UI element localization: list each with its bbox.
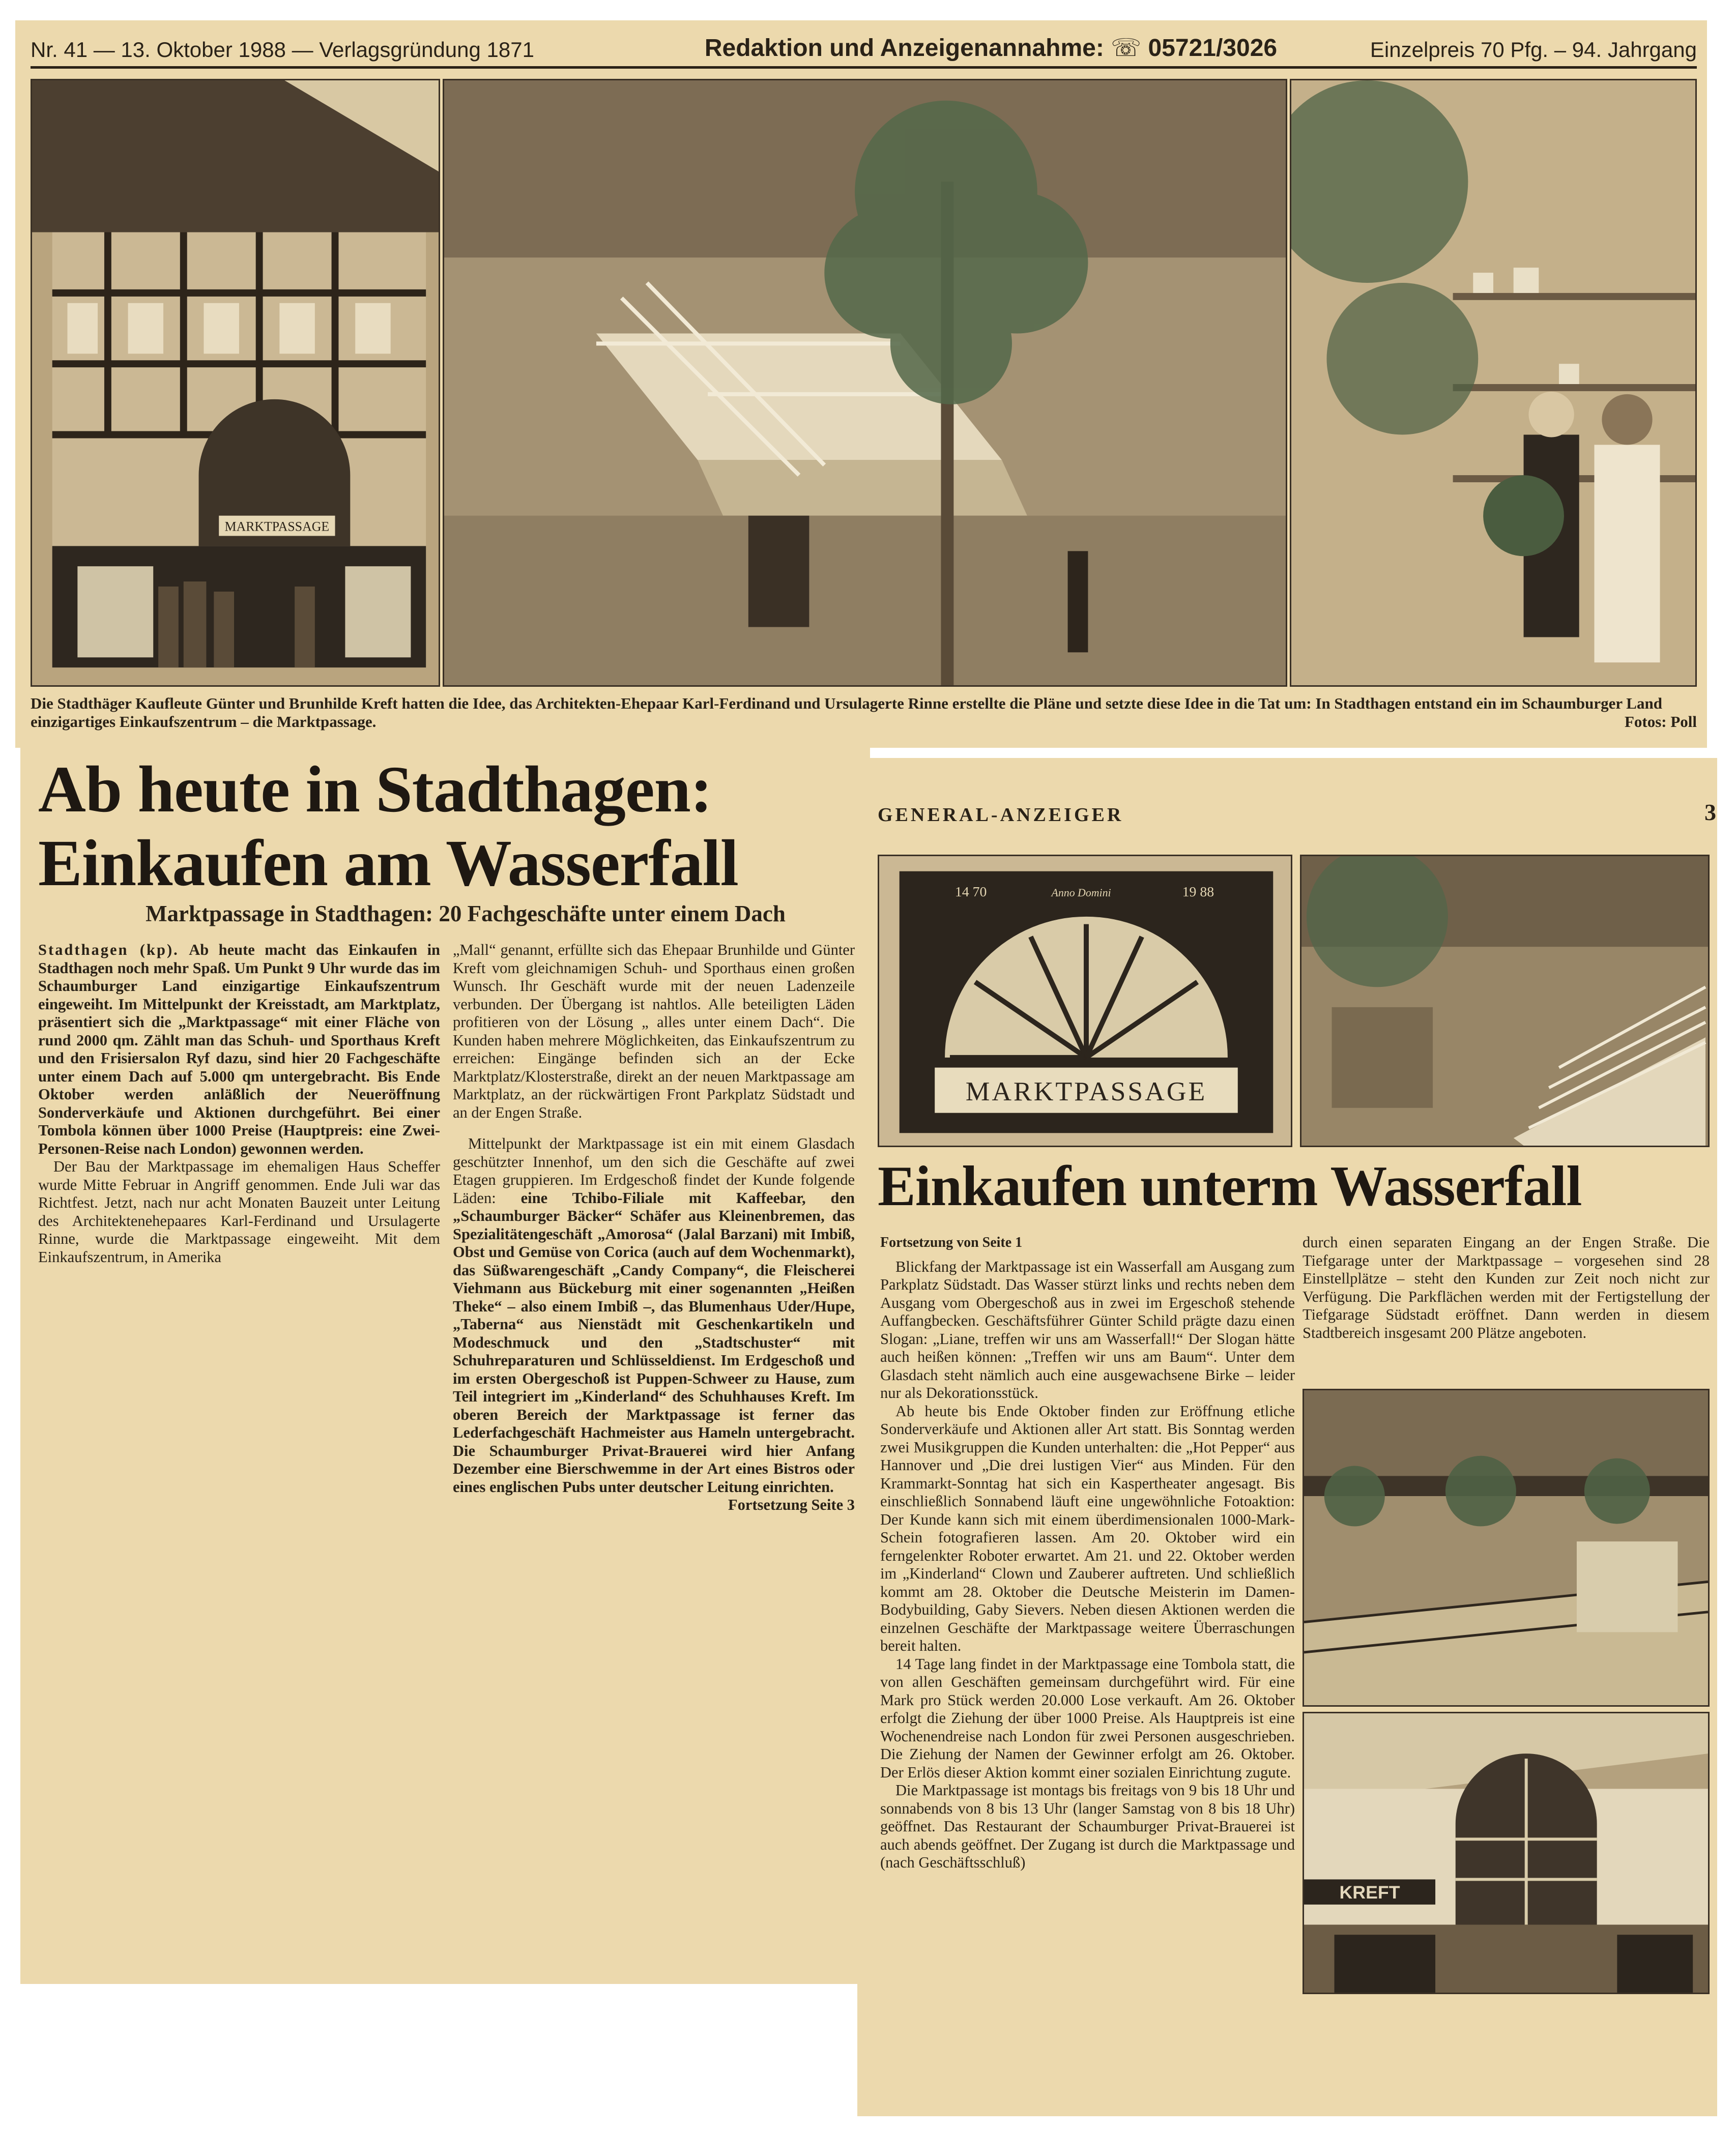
photo-kreft-building: [1303, 1712, 1710, 1994]
continued-from: Fortsetzung von Seite 1: [880, 1235, 1023, 1250]
sign-year-left: 14 70: [954, 884, 987, 900]
sign-anno: Anno Domini: [1051, 887, 1111, 899]
article2-column-1: [880, 1234, 1295, 1872]
photo-caption: [31, 694, 1697, 731]
photo-stairs: [1300, 855, 1710, 1147]
photo-credit: Fotos: Poll: [1624, 713, 1697, 731]
article2-paragraph: Blickfang der Marktpassage ist ein Wasserfall am Ausgang zum Parkplatz Südstadt. Das Wasser stürzt links und rechts neben dem Ausgang vom Obergeschoß aus in zwei im Ergeschoß stehende Auffangbecken. Geschäftsführer Günter Schild prägte dazu einen Slogan: „Liane, treffen wir uns am Wasserfall!“ Der Slogan hätte auch heißen können: „Treffen wir uns am Baum“. Unter dem Glasdach steht nämlich auch eine ausgewachsene Birke – leider nur als Dekorationsstück.: [880, 1258, 1295, 1401]
photo-sign: [878, 855, 1292, 1147]
article-shop-list: eine Tchibo-Filiale mit Kaffeebar, den „Schaumburger Bäcker“ Schäfer aus Kleinenbremen, das Spezialitätengeschäft „Amorosa“ (Jalal Barzani) mit Imbiß, Obst und Gemüse von Corica (auch auf dem Wochenmarkt), das Süßwarengeschäft „Candy Company“, die Fleischerei Viehmann aus Bückeburg mit einer sogenannten „Heißen Theke“ – also einem Imbiß –, das Blumenhaus Uder/Hupe, „Taberna“ aus Nienstädt mit Geschenkartikeln und Modeschmuck und den „Stadtschuster“ mit Schuhreparaturen und Schlüsseldienst. Im Erdgeschoß und im ersten Obergeschoß ist Puppen-Schweer zu Hause, zum Teil integriert im „Kinderland“ des Schuhhauses Kreft. Im oberen Bereich der Marktpassage ist ferner das Lederfachgeschäft Hachmeister aus Hameln untergebracht. Die Schaumburger Privat-Brauerei wird hier Anfang Dezember eine Bierschwemme in der Art eines Bistros oder eines englischen Pubs unter deutscher Leitung einrichten.: [453, 1189, 855, 1496]
article-column-1: [38, 941, 440, 1266]
masthead-contact: Redaktion und Anzeigenannahme: ☏ 05721/3026: [704, 35, 1278, 62]
article2-paragraph: durch einen separaten Eingang an der Engen Straße. Die Tiefgarage unter der Marktpassage – vorgesehen sind 28 Einstellplätze – steht den Kunden zur Zeit noch nicht zur Verfügung. Die Parkflächen werden mit der Fertigstellung der Tiefgarage Südstadt eröffnet. Dann werden in diesem Stadtbereich insgesamt 200 Plätze angeboten.: [1303, 1234, 1710, 1341]
page-number: 3: [1704, 799, 1716, 825]
article2-paragraph: 14 Tage lang findet in der Marktpassage eine Tombola statt, die von allen Geschäften gemeinsam durchgeführt wird. Für eine Mark pro Stück werden 20.000 Lose verkauft. Am 26. Oktober erfolgt die Ziehung der über 1000 Preise. Als Hauptpreis ist eine Wochenendreise nach London für zwei Personen ausgeschrieben. Die Ziehung der Namen der Gewinner erfolgt am 26. Oktober. Der Erlös dieser Aktion kommt einer sozialen Einrichtung zugute.: [880, 1655, 1295, 1781]
article2-headline: Einkaufen unterm Wasserfall: [878, 1155, 1582, 1218]
article-lead-paragraph: Ab heute macht das Einkaufen in Stadthagen noch mehr Spaß. Um Punkt 9 Uhr wurde das im Schaumburger Land einzigartige Einkaufszentrum eingeweiht. Im Mittelpunkt der Kreisstadt, am Marktplatz, präsentiert sich die „Marktpassage“ mit einer Fläche von rund 2000 qm. Zählt man das Schuh- und Sporthaus Kreft und den Frisiersalon Ryf dazu, sind hier 20 Fachgeschäfte unter einem Dach auf 5.000 qm untergebracht. Bis Ende Oktober werden anläßlich der Neueröffnung Sonderverkäufe und Aktionen durchgeführt. Bei einer Tombola können über 1000 Preise (Hauptpreis: eine Zwei-Personen-Reise nach London) gewonnen werden.: [38, 941, 441, 1157]
article-paragraph: Der Bau der Marktpassage im ehemaligen Haus Scheffer wurde Mitte Februar in Angriff genommen. Ende Juli war das Richtfest. Jetzt, nach nur acht Monaten Bauzeit unter Leitung des Architektenehepaares Karl-Ferdinand und Ursulagerte Rinne, wurde die Marktpassage eingeweiht. Mit dem Einkaufszentrum, in Amerika: [38, 1158, 440, 1266]
article-continued: Fortsetzung Seite 3: [728, 1496, 855, 1513]
article-dateline: Stadthagen (kp).: [38, 941, 179, 958]
article-column-2: [453, 941, 855, 1514]
section-label: GENERAL-ANZEIGER: [878, 804, 1124, 826]
photo-caption-text: Die Stadthäger Kaufleute Günter und Brunhilde Kreft hatten die Idee, das Architekten-Ehepaar Karl-Ferdinand und Ursulagerte Rinne erstellte die Pläne und setzte diese Idee in die Tat um: In Stadthagen entstand ein im Schaumburger Land einzigartiges Einkaufszentrum – die Marktpassage.: [31, 694, 1662, 731]
article-headline: Ab heute in Stadthagen: Einkaufen am Wasserfall: [38, 753, 738, 900]
kreft-sign-text: KREFT: [1339, 1882, 1400, 1903]
photo-sign-text: MARKTPASSAGE: [224, 519, 330, 534]
article2-column-2: [1303, 1234, 1710, 1342]
masthead: [31, 28, 1697, 69]
article2-paragraph: Ab heute bis Ende Oktober finden zur Eröffnung etliche Sonderverkäufe und Aktionen aller Art statt. Bis Sonntag werden zwei Musikgruppen die Kunden unterhalten: die „Hot Pepper“ aus Hannover und „Die drei lustigen Vier“ aus Minden. Für den Krammarkt-Sonntag hat sich ein Kaspertheater angesagt. Bis einschließlich Sonnabend läuft eine ungewöhnliche Fotoaktion: Der Kunde kann sich mit einem überdimensionalen 1000-Mark-Schein fotografieren lassen. Am 20. Oktober wird ein ferngelenkter Roboter erwartet. Am 21. und 22. Oktober werden im „Kinderland“ Clown und Zauberer auftreten. Und schließlich kommt am 28. Oktober die Deutsche Meisterin im Damen-Bodybuilding, Gaby Sievers. Neben diesen Aktionen werden die einzelnen Geschäfte der Marktpassage weitere Überraschungen bereit halten.: [880, 1402, 1295, 1654]
article-paragraph: Mittelpunkt der Marktpassage ist ein mit einem Glasdach geschützter Innenhof, um den sich die Geschäfte auf zwei Etagen gruppieren. Im Erdgeschoß findet der Kunde folgende Läden:: [453, 1135, 855, 1207]
sign-year-right: 19 88: [1182, 884, 1214, 900]
photo-balcony: [1303, 1389, 1710, 1707]
masthead-price: Einzelpreis 70 Pfg. – 94. Jahrgang: [1370, 38, 1697, 62]
article-subheadline: Marktpassage in Stadthagen: 20 Fachgeschäfte unter einem Dach: [146, 901, 786, 926]
photo-facade: [31, 79, 440, 687]
masthead-issue: Nr. 41 — 13. Oktober 1988 — Verlagsgründung 1871: [31, 38, 534, 62]
photo-atrium: [443, 79, 1287, 687]
article2-paragraph: Die Marktpassage ist montags bis freitags von 9 bis 18 Uhr und sonnabends von 8 bis 13 Uhr (langer Samstag von 8 bis 18 Uhr) geöffnet. Das Restaurant der Schaumburger Privat-Brauerei ist auch abends geöffnet. Der Zugang ist durch die Marktpassage und (nach Geschäftsschluß): [880, 1781, 1295, 1871]
sign-big-text: MARKTPASSAGE: [965, 1076, 1207, 1106]
photo-florist: [1290, 79, 1697, 687]
article-paragraph: „Mall“ genannt, erfüllte sich das Ehepaar Brunhilde und Günter Kreft vom gleichnamigen Schuh- und Sporthaus einen großen Wunsch. Ihr Geschäft wurde mit der neuen Ladenzeile verbunden. Der Übergang ist nahtlos. Alle beteiligten Läden profitieren von der Lösung „ alles unter einem Dach“. Die Kunden haben mehrere Möglichkeiten, das Einkaufszentrum zu erreichen: Eingänge befinden sich an der Ecke Marktplatz/Klosterstraße, direkt an der neuen Marktpassage am Marktplatz, an der rückwärtigen Front Parkplatz Südstadt und an der Engen Straße.: [453, 941, 855, 1121]
